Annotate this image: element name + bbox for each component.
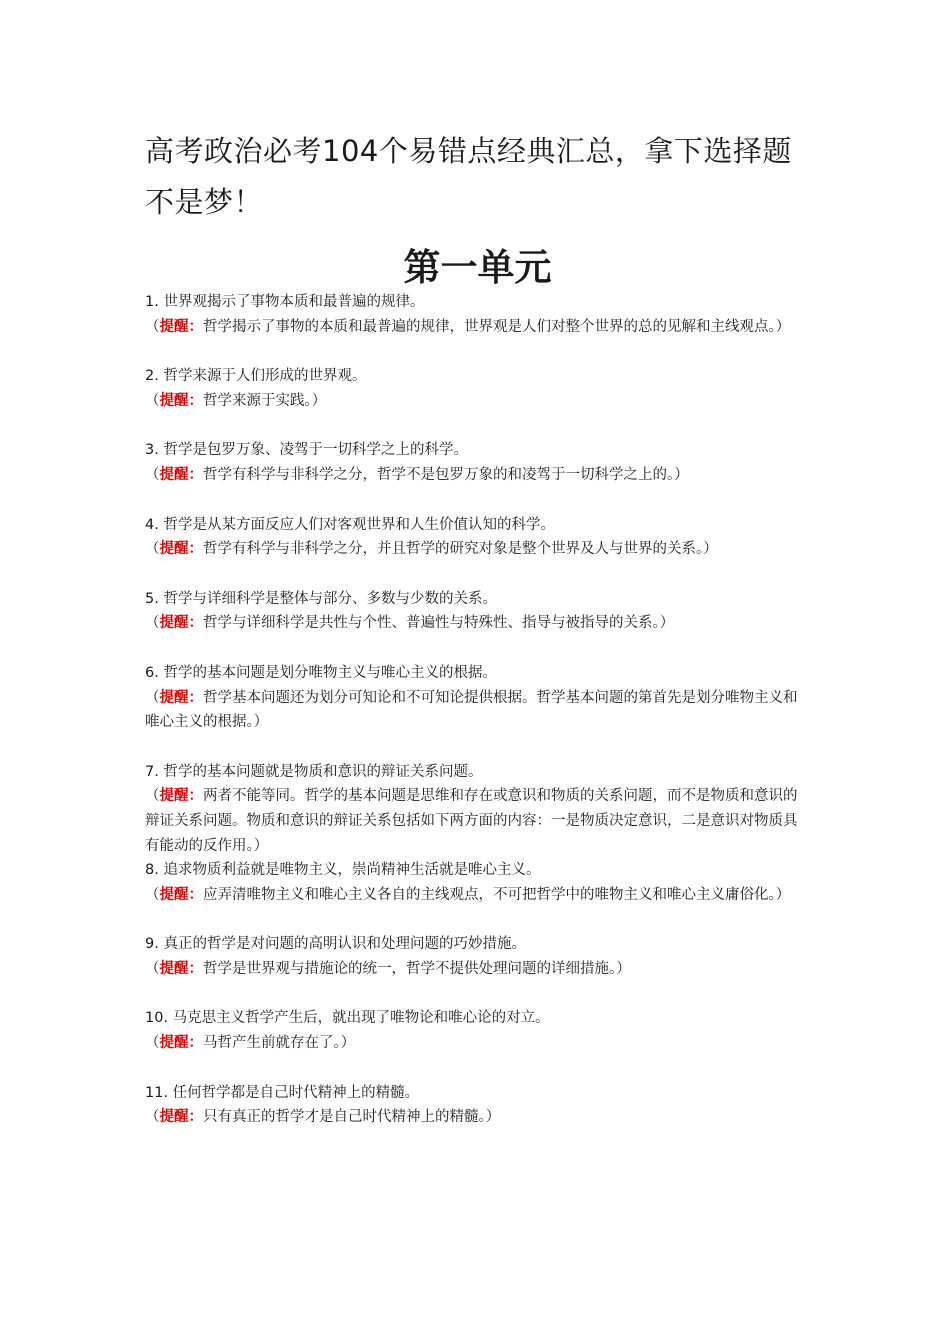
item-statement: 1. 世界观揭示了事物本质和最普遍的规律。 [145, 294, 425, 310]
item-tip [145, 1031, 810, 1056]
item-tip [145, 315, 810, 340]
tip-text: 哲学有科学与非科学之分，哲学不是包罗万象的和凌驾于一切科学之上的。） [203, 466, 689, 483]
list-item [145, 1081, 810, 1130]
item-statement: 6. 哲学的基本问题是划分唯物主义与唯心主义的根据。 [145, 664, 497, 681]
tip-label: 提醒： [159, 615, 203, 632]
list-item [145, 290, 810, 339]
tip-text: 哲学揭示了事物的本质和最普遍的规律，世界观是人们对整个世界的总的见解和主线观点。） [203, 318, 791, 335]
item-statement: 10. 马克思主义哲学产生后，就出现了唯物论和唯心论的对立。 [145, 1010, 550, 1027]
tip-text: 哲学来源于实践。） [203, 392, 327, 409]
item-list [145, 290, 810, 1130]
item-tip [145, 957, 810, 982]
item-statement: 8. 追求物质利益就是唯物主义，崇尚精神生活就是唯心主义。 [145, 862, 541, 879]
tip-open-paren: （ [145, 788, 160, 805]
tip-text: 两者不能等同。哲学的基本问题是思维和存在或意识和物质的关系问题，而不是物质和意识的辩证关系问题。物质和意识的辩证关系包括如下两方面的内容：一是物质决定意识，二是意识对物质具有能动的反作用。） [145, 788, 798, 854]
tip-label: 提醒： [159, 466, 203, 483]
tip-label: 提醒： [159, 886, 203, 903]
item-tip [145, 611, 810, 636]
item-statement: 7. 哲学的基本问题就是物质和意识的辩证关系问题。 [145, 763, 483, 780]
tip-label: 提醒： [159, 318, 203, 335]
tip-label: 提醒： [159, 1035, 203, 1052]
tip-open-paren: （ [145, 689, 160, 706]
item-statement: 9. 真正的哲学是对问题的高明认识和处理问题的巧妙措施。 [145, 936, 526, 953]
tip-label: 提醒： [159, 541, 203, 558]
item-tip [145, 537, 810, 562]
list-item [145, 587, 810, 636]
tip-label: 提醒： [159, 689, 203, 706]
tip-text: 只有真正的哲学才是自己时代精神上的精髓。） [203, 1109, 501, 1126]
tip-open-paren: （ [145, 392, 160, 409]
item-tip [145, 463, 810, 488]
list-item [145, 438, 810, 487]
item-tip [145, 883, 810, 908]
list-item [145, 932, 810, 981]
list-item [145, 858, 810, 907]
tip-label: 提醒： [159, 788, 203, 805]
document-title: 高考政治必考104个易错点经典汇总，拿下选择题不是梦！ [145, 134, 792, 219]
list-item [145, 364, 810, 413]
item-tip [145, 389, 810, 414]
tip-open-paren: （ [145, 318, 160, 335]
list-item [145, 1006, 810, 1055]
tip-open-paren: （ [145, 466, 160, 483]
list-item [145, 513, 810, 562]
item-tip [145, 784, 810, 858]
tip-open-paren: （ [145, 1035, 160, 1052]
tip-open-paren: （ [145, 886, 160, 903]
item-statement: 3. 哲学是包罗万象、凌驾于一切科学之上的科学。 [145, 442, 468, 459]
tip-text: 哲学基本问题还为划分可知论和不可知论提供根据。哲学基本问题的第首先是划分唯物主义和唯心主义的根据。） [145, 689, 798, 731]
tip-text: 哲学与详细科学是共性与个性、普遍性与特殊性、指导与被指导的关系。） [203, 615, 675, 632]
list-item [145, 661, 810, 735]
tip-open-paren: （ [145, 1109, 160, 1126]
tip-label: 提醒： [159, 1109, 203, 1126]
tip-label: 提醒： [159, 392, 203, 409]
tip-open-paren: （ [145, 960, 160, 977]
item-tip [145, 1105, 810, 1130]
tip-text: 马哲产生前就存在了。） [203, 1035, 356, 1052]
tip-text: 应弄清唯物主义和唯心主义各自的主线观点，不可把哲学中的唯物主义和唯心主义庸俗化。） [203, 886, 791, 903]
tip-open-paren: （ [145, 541, 160, 558]
item-statement: 2. 哲学来源于人们形成的世界观。 [145, 368, 367, 385]
item-statement: 11. 任何哲学都是自己时代精神上的精髓。 [145, 1084, 420, 1101]
tip-text: 哲学有科学与非科学之分，并且哲学的研究对象是整个世界及人与世界的关系。） [203, 541, 718, 558]
item-tip [145, 686, 810, 735]
item-statement: 5. 哲学与详细科学是整体与部分、多数与少数的关系。 [145, 590, 497, 607]
tip-open-paren: （ [145, 615, 160, 632]
unit-heading: 第一单元 [403, 245, 552, 289]
item-statement: 4. 哲学是从某方面反应人们对客观世界和人生价值认知的科学。 [145, 516, 555, 533]
tip-text: 哲学是世界观与措施论的统一，哲学不提供处理问题的详细措施。） [203, 960, 631, 977]
tip-label: 提醒： [159, 960, 203, 977]
list-item [145, 760, 810, 858]
